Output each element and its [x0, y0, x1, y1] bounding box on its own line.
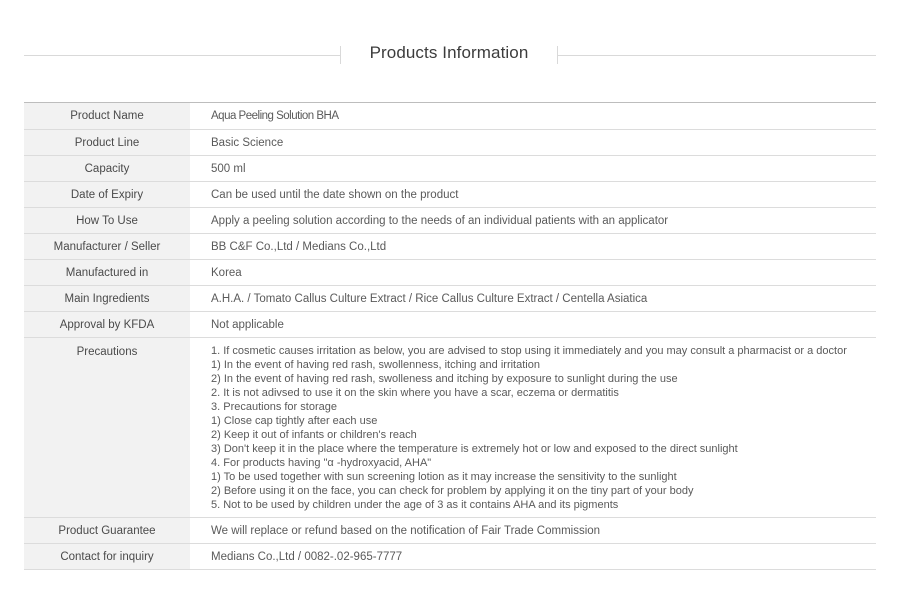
label-how-to-use: How To Use	[24, 208, 190, 234]
label-guarantee: Product Guarantee	[24, 518, 190, 544]
precaution-line: 2) In the event of having red rash, swolleness and itching by exposure to sunlight during the use	[211, 373, 678, 385]
label-product-line: Product Line	[24, 130, 190, 156]
row-how-to-use	[24, 208, 876, 234]
row-precautions	[24, 338, 876, 518]
label-ingredients: Main Ingredients	[24, 286, 190, 312]
precaution-line: 2) Keep it out of infants or children's reach	[211, 429, 417, 441]
label-contact: Contact for inquiry	[24, 544, 190, 570]
value-expiry: Can be used until the date shown on the product	[190, 182, 876, 208]
precaution-line: 1) Close cap tightly after each use	[211, 415, 378, 427]
row-contact	[24, 544, 876, 570]
value-approval: Not applicable	[190, 312, 876, 338]
row-capacity	[24, 156, 876, 182]
row-product-line	[24, 130, 876, 156]
precaution-line: 1. If cosmetic causes irritation as below, you are advised to stop using it immediately and you may consult a pharmacist or a doctor	[211, 345, 847, 357]
header-divider-right	[558, 55, 876, 56]
section-header	[24, 42, 876, 70]
product-info-table	[24, 102, 876, 570]
label-approval: Approval by KFDA	[24, 312, 190, 338]
precaution-line: 1) To be used together with sun screening lotion as it may increase the sensitivity to the sunlight	[211, 471, 677, 483]
row-approval	[24, 312, 876, 338]
label-manufacturer: Manufacturer / Seller	[24, 234, 190, 260]
row-manufactured-in	[24, 260, 876, 286]
precaution-line: 2) Before using it on the face, you can check for problem by applying it on the tiny part of your body	[211, 485, 694, 497]
label-expiry: Date of Expiry	[24, 182, 190, 208]
precaution-line: 4. For products having "α -hydroxyacid, AHA"	[211, 457, 432, 469]
label-capacity: Capacity	[24, 156, 190, 182]
precaution-line: 1) In the event of having red rash, swollenness, itching and irritation	[211, 359, 540, 371]
value-manufactured-in: Korea	[190, 260, 876, 286]
label-precautions: Precautions	[24, 338, 190, 518]
precaution-line: 2. It is not adivsed to use it on the skin where you have a scar, eczema or dermatitis	[211, 387, 619, 399]
precaution-line: 3. Precautions for storage	[211, 401, 337, 413]
row-expiry	[24, 182, 876, 208]
value-guarantee: We will replace or refund based on the notification of Fair Trade Commission	[190, 518, 876, 544]
header-divider-left	[24, 55, 340, 56]
value-how-to-use: Apply a peeling solution according to the needs of an individual patients with an applicator	[190, 208, 876, 234]
page-title: Products Information	[369, 43, 529, 62]
value-ingredients: A.H.A. / Tomato Callus Culture Extract / Rice Callus Culture Extract / Centella Asiatica	[190, 286, 876, 312]
row-guarantee	[24, 518, 876, 544]
value-manufacturer: BB C&F Co.,Ltd / Medians Co.,Ltd	[190, 234, 876, 260]
row-manufacturer	[24, 234, 876, 260]
row-product-name	[24, 103, 876, 130]
value-contact: Medians Co.,Ltd / 0082-.02-965-7777	[190, 544, 876, 570]
label-manufactured-in: Manufactured in	[24, 260, 190, 286]
precaution-line: 5. Not to be used by children under the age of 3 as it contains AHA and its pigments	[211, 499, 619, 511]
row-ingredients	[24, 286, 876, 312]
value-capacity: 500 ml	[190, 156, 876, 182]
value-product-name: Aqua Peeling Solution BHA	[190, 103, 876, 130]
value-precautions	[190, 338, 876, 518]
label-product-name: Product Name	[24, 103, 190, 130]
value-product-line: Basic Science	[190, 130, 876, 156]
precaution-line: 3) Don't keep it in the place where the temperature is extremely hot or low and exposed to the direct sunlight	[211, 443, 738, 455]
